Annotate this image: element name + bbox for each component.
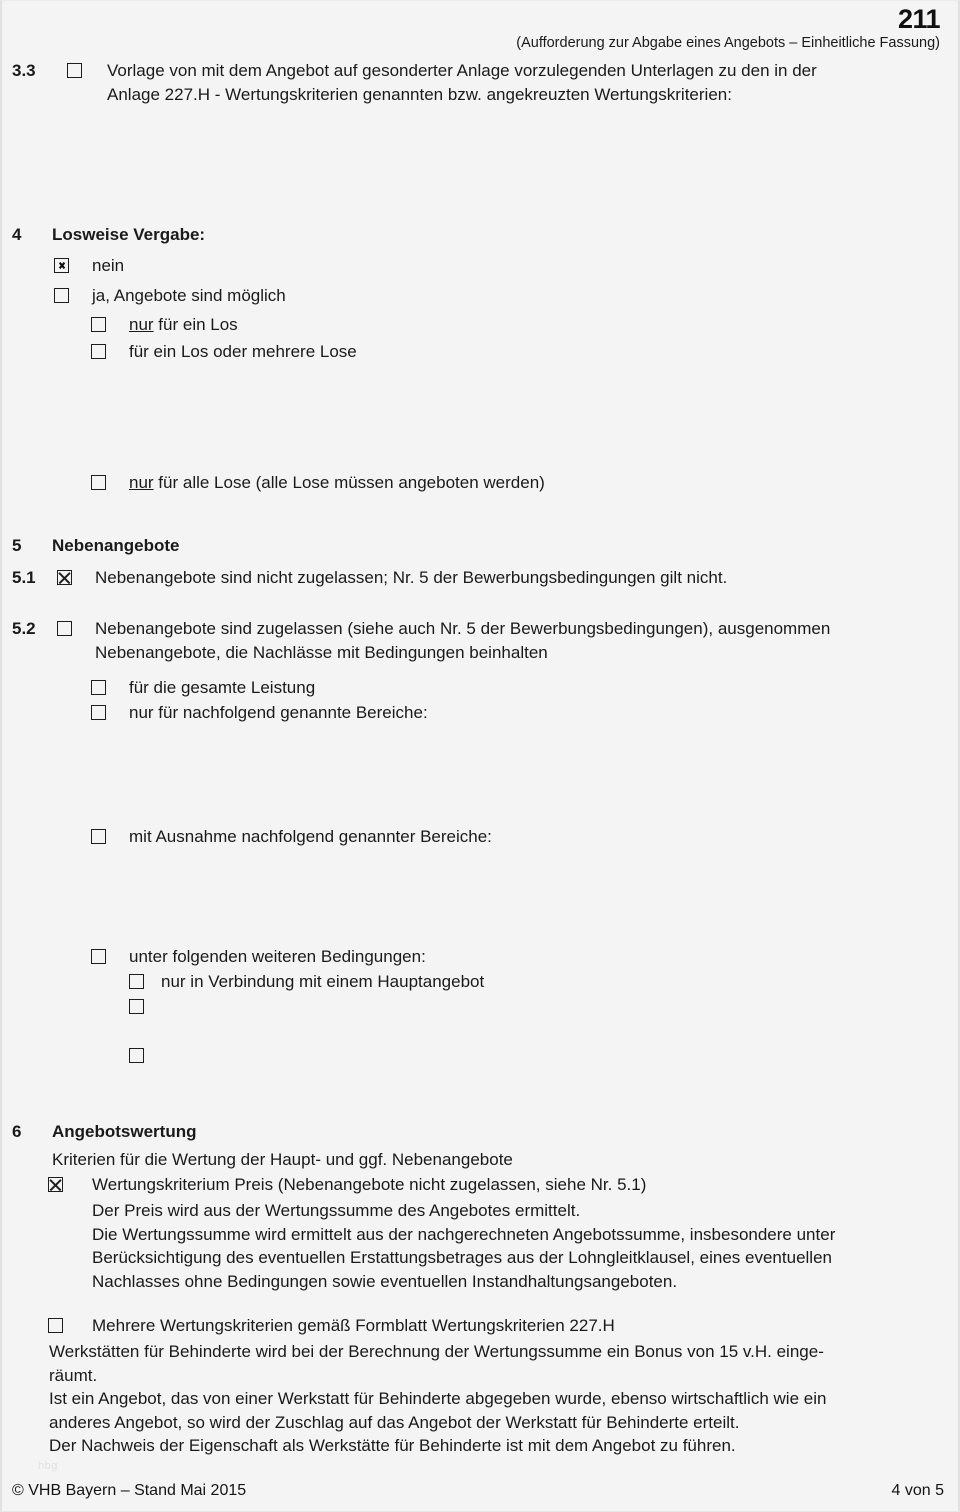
item-3-3-line-2: Anlage 227.H - Wertungskriterien genannten bzw. angekreuzten Wertungskriterien: — [107, 84, 732, 104]
item-5-1[interactable] — [12, 566, 952, 590]
checkbox-5-2-wrap[interactable] — [57, 617, 95, 640]
checkbox-preis-wrap[interactable] — [48, 1173, 92, 1196]
item-number-5-2: 5.2 — [12, 619, 36, 638]
option-mehrere-wertungskriterien[interactable] — [48, 1314, 948, 1338]
option-alle-lose-label — [129, 471, 545, 495]
checkbox-alle-lose-wrap[interactable] — [91, 471, 129, 494]
checkbox-mehrere-lose[interactable] — [91, 344, 106, 359]
checkbox-gesamte-leistung[interactable] — [91, 680, 106, 695]
option-hauptangebot-label: nur in Verbindung mit einem Hauptangebot — [161, 972, 485, 991]
checkbox-alle-lose[interactable] — [91, 475, 106, 490]
section-5-title: Nebenangebote — [52, 536, 180, 555]
checkbox-ausnahme-bereiche-wrap[interactable] — [91, 825, 129, 848]
werkstaetten-explanation — [49, 1340, 954, 1458]
option-mehrere-lose-label: für ein Los oder mehrere Lose — [129, 342, 357, 361]
footer-copyright: © VHB Bayern – Stand Mai 2015 — [12, 1482, 247, 1499]
werk-line-1: Werkstätten für Behinderte wird bei der Berechnung der Wertungssumme ein Bonus von 15 v.H. einge- — [49, 1342, 824, 1361]
item-5-2[interactable] — [12, 617, 957, 664]
item-3-3 — [12, 59, 952, 106]
option-ausnahme-bereiche[interactable] — [91, 825, 492, 849]
checkbox-hauptangebot[interactable] — [129, 974, 144, 989]
werk-line-2: räumt. — [49, 1365, 98, 1385]
item-number-5-1: 5.1 — [12, 568, 36, 587]
option-losweise-ja[interactable] — [54, 284, 286, 308]
checkbox-ja[interactable] — [54, 288, 69, 303]
section-6-heading — [12, 1120, 197, 1144]
option-nur-ein-los-rest: für ein Los — [153, 315, 238, 334]
checkbox-nur-ein-los-wrap[interactable] — [91, 313, 129, 336]
option-losweise-nein[interactable] — [54, 254, 124, 278]
checkbox-weitere-bedingungen-wrap[interactable] — [91, 945, 129, 968]
section-5-number: 5 — [12, 536, 22, 555]
scan-artifact-text: hbg — [38, 1460, 58, 1472]
option-gesamte-leistung[interactable] — [91, 676, 315, 700]
item-3-3-line-1: Vorlage von mit dem Angebot auf gesonderter Anlage vorzulegenden Unterlagen zu den in der — [107, 61, 817, 80]
option-alle-lose-emphasis: nur — [129, 473, 154, 492]
option-nachfolgend-bereiche-label: nur für nachfolgend genannte Bereiche: — [129, 703, 428, 722]
checkbox-mehrere-kriterien[interactable] — [48, 1318, 63, 1333]
checkbox-5-1-wrap[interactable] — [57, 566, 95, 589]
checkbox-5-2[interactable] — [57, 621, 72, 636]
checkbox-ausnahme-bereiche[interactable] — [91, 829, 106, 844]
preis-line-4: Nachlasses ohne Bedingungen sowie eventuellen Instandhaltungsangeboten. — [92, 1271, 678, 1291]
checkbox-ja-wrap[interactable] — [54, 284, 92, 307]
section-6-intro: Kriterien für die Wertung der Haupt- und ggf. Nebenangebote — [52, 1150, 513, 1169]
option-wertungskriterium-preis[interactable] — [48, 1173, 948, 1197]
preis-explanation — [92, 1199, 957, 1293]
option-nein-label: nein — [92, 256, 125, 275]
section-4-number: 4 — [12, 225, 22, 244]
option-blank-2[interactable] — [129, 1044, 161, 1067]
checkbox-nachfolgend-bereiche-wrap[interactable] — [91, 701, 129, 724]
option-blank-1[interactable] — [129, 995, 161, 1018]
section-5-heading — [12, 534, 180, 558]
checkbox-gesamte-leistung-wrap[interactable] — [91, 676, 129, 699]
option-gesamte-leistung-label: für die gesamte Leistung — [129, 678, 316, 697]
item-5-1-label: Nebenangebote sind nicht zugelassen; Nr. 5 der Bewerbungsbedingungen gilt nicht. — [95, 568, 728, 587]
werk-line-4: anderes Angebot, so wird der Zuschlag auf das Angebot der Werkstatt für Behinderte erteilt. — [49, 1412, 740, 1432]
form-subtitle: (Aufforderung zur Abgabe eines Angebots – Einheitliche Fassung) — [516, 35, 940, 51]
item-5-2-line-2: Nebenangebote, die Nachlässe mit Bedingungen beinhalten — [95, 642, 548, 662]
item-5-2-line-1: Nebenangebote sind zugelassen (siehe auch Nr. 5 der Bewerbungsbedingungen), ausgenommen — [95, 619, 831, 638]
option-preis-label: Wertungskriterium Preis (Nebenangebote nicht zugelassen, siehe Nr. 5.1) — [92, 1175, 647, 1194]
preis-line-1: Der Preis wird aus der Wertungssumme des Angebotes ermittelt. — [92, 1201, 581, 1220]
checkbox-3-3[interactable] — [67, 63, 82, 78]
checkbox-mehrere-kriterien-wrap[interactable] — [48, 1314, 92, 1337]
option-nur-ein-los-emphasis: nur — [129, 315, 154, 334]
checkbox-hauptangebot-wrap[interactable] — [129, 970, 161, 993]
item-number-3-3: 3.3 — [12, 61, 36, 80]
section-4-heading — [12, 223, 205, 247]
checkbox-weitere-bedingungen[interactable] — [91, 949, 106, 964]
checkbox-nur-ein-los[interactable] — [91, 317, 106, 332]
checkbox-3-3-wrap[interactable] — [67, 59, 107, 82]
option-mehrere-lose[interactable] — [91, 340, 357, 364]
option-nur-ein-los-label — [129, 313, 238, 337]
section-6-number: 6 — [12, 1122, 22, 1141]
checkbox-blank-1[interactable] — [129, 999, 144, 1014]
option-nachfolgend-bereiche[interactable] — [91, 701, 428, 725]
option-hauptangebot[interactable] — [129, 970, 484, 994]
checkbox-blank-2-wrap[interactable] — [129, 1044, 161, 1067]
werk-line-3: Ist ein Angebot, das von einer Werkstatt für Behinderte abgegeben wurde, ebenso wirtschaftlich wie ein — [49, 1389, 827, 1408]
checkbox-blank-2[interactable] — [129, 1048, 144, 1063]
section-6-title: Angebotswertung — [52, 1122, 197, 1141]
form-number: 211 — [897, 4, 940, 34]
checkbox-nein-checked[interactable] — [54, 258, 69, 273]
checkbox-nein-wrap[interactable] — [54, 254, 92, 277]
option-nur-ein-los[interactable] — [91, 313, 238, 337]
option-alle-lose[interactable] — [91, 471, 545, 495]
checkbox-blank-1-wrap[interactable] — [129, 995, 161, 1018]
option-alle-lose-rest: für alle Lose (alle Lose müssen angeboten werden) — [153, 473, 545, 492]
checkbox-nachfolgend-bereiche[interactable] — [91, 705, 106, 720]
werk-line-5: Der Nachweis der Eigenschaft als Werkstätte für Behinderte ist mit dem Angebot zu führen. — [49, 1436, 736, 1455]
item-5-2-text — [95, 617, 957, 664]
option-weitere-bedingungen[interactable] — [91, 945, 426, 969]
option-mehrere-kriterien-label: Mehrere Wertungskriterien gemäß Formblatt Wertungskriterien 227.H — [92, 1316, 615, 1335]
option-ausnahme-bereiche-label: mit Ausnahme nachfolgend genannter Bereiche: — [129, 827, 492, 846]
item-3-3-text — [107, 59, 952, 106]
checkbox-5-1-checked[interactable] — [57, 570, 72, 585]
document-header — [516, 5, 940, 52]
preis-line-2: Die Wertungssumme wird ermittelt aus der nachgerechneten Angebotssumme, insbesondere unter — [92, 1224, 836, 1244]
page-footer — [12, 1481, 944, 1501]
section-4-title: Losweise Vergabe: — [52, 225, 206, 244]
checkbox-mehrere-lose-wrap[interactable] — [91, 340, 129, 363]
option-weitere-bedingungen-label: unter folgenden weiteren Bedingungen: — [129, 947, 426, 966]
checkbox-preis-checked[interactable] — [48, 1177, 63, 1192]
option-ja-label: ja, Angebote sind möglich — [92, 286, 286, 305]
preis-line-3: Berücksichtigung des eventuellen Erstattungsbetrages aus der Lohngleitklausel, eines eventuellen — [92, 1248, 832, 1267]
footer-page-number: 4 von 5 — [891, 1482, 944, 1499]
